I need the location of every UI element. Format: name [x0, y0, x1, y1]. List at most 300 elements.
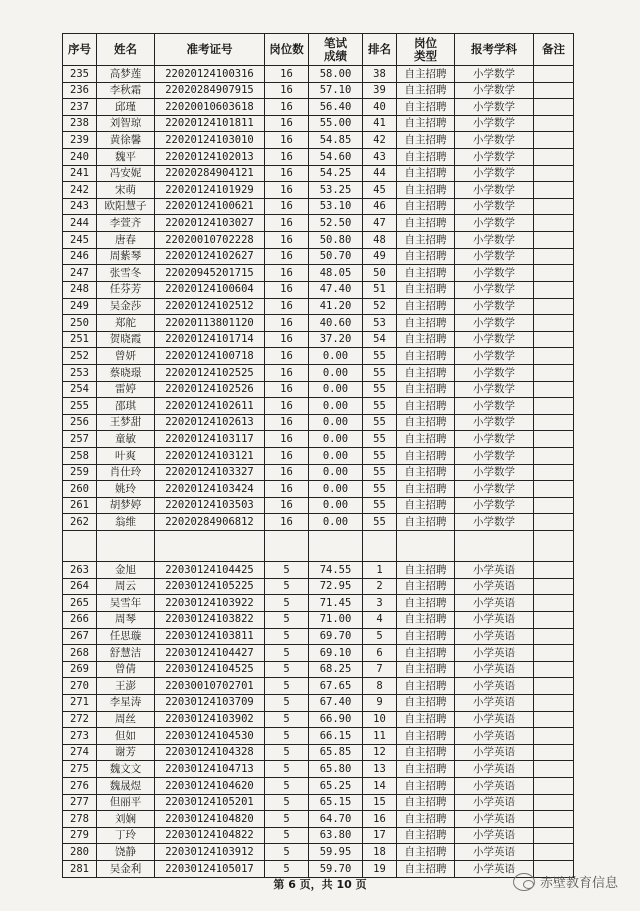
table-row [63, 744, 574, 761]
table-cell: 但如 [97, 728, 155, 745]
table-cell: 5 [265, 761, 309, 778]
table-cell: 16 [265, 364, 309, 381]
table-cell: 自主招聘 [397, 381, 455, 398]
table-row [63, 99, 574, 116]
table-cell: 小学英语 [455, 611, 534, 628]
table-cell: 265 [63, 595, 97, 612]
table-cell: 40 [363, 99, 397, 116]
table-cell: 245 [63, 232, 97, 249]
table-cell [534, 611, 574, 628]
table-cell: 22020124102627 [155, 248, 265, 265]
table-cell [534, 448, 574, 465]
table-cell: 0.00 [309, 398, 363, 415]
table-cell: 49 [363, 248, 397, 265]
table-cell: 22020124103117 [155, 431, 265, 448]
table-cell: 53 [363, 315, 397, 332]
table-cell: 李萱齐 [97, 215, 155, 232]
table-cell: 自主招聘 [397, 464, 455, 481]
page-number: 第 6 页，共 10 页 [273, 878, 367, 891]
table-cell: 44 [363, 165, 397, 182]
empty-cell [397, 531, 455, 562]
table-cell: 自主招聘 [397, 331, 455, 348]
table-cell: 5 [265, 678, 309, 695]
table-cell: 任芬芳 [97, 281, 155, 298]
table-cell: 22020124103010 [155, 132, 265, 149]
table-row [63, 794, 574, 811]
table-cell: 239 [63, 132, 97, 149]
table-cell: 自主招聘 [397, 66, 455, 83]
table-row [63, 595, 574, 612]
table-cell: 46 [363, 198, 397, 215]
table-cell: 54.25 [309, 165, 363, 182]
table-cell: 242 [63, 182, 97, 199]
table-cell: 小学数学 [455, 248, 534, 265]
table-cell: 22030124104425 [155, 562, 265, 579]
empty-cell [155, 531, 265, 562]
separator-row [63, 531, 574, 562]
table-cell: 252 [63, 348, 97, 365]
table-cell: 自主招聘 [397, 198, 455, 215]
table-cell: 0.00 [309, 364, 363, 381]
empty-cell [309, 531, 363, 562]
table-cell: 22020124103121 [155, 448, 265, 465]
table-cell: 55 [363, 448, 397, 465]
table-cell: 274 [63, 744, 97, 761]
table-cell: 22020284906812 [155, 514, 265, 531]
table-cell [534, 562, 574, 579]
table-cell: 自主招聘 [397, 595, 455, 612]
table-cell: 55 [363, 481, 397, 498]
table-cell: 22020010702228 [155, 232, 265, 249]
table-cell: 47.40 [309, 281, 363, 298]
table-cell: 16 [265, 182, 309, 199]
table-cell: 65.25 [309, 777, 363, 794]
table-row [63, 381, 574, 398]
table-cell [534, 331, 574, 348]
table-cell: 22030124104328 [155, 744, 265, 761]
table-cell: 22020124103424 [155, 481, 265, 498]
table-cell: 37.20 [309, 331, 363, 348]
table-cell: 周琴 [97, 611, 155, 628]
table-header-row [63, 34, 574, 66]
table-cell: 279 [63, 827, 97, 844]
table-row [63, 66, 574, 83]
table-cell: 小学数学 [455, 431, 534, 448]
table-cell: 15 [363, 794, 397, 811]
table-row [63, 348, 574, 365]
table-cell: 小学数学 [455, 481, 534, 498]
table-cell: 22020124100316 [155, 66, 265, 83]
table-cell: 宋萌 [97, 182, 155, 199]
table-row [63, 844, 574, 861]
table-cell: 冯安妮 [97, 165, 155, 182]
table-cell: 5 [265, 794, 309, 811]
table-cell: 小学数学 [455, 66, 534, 83]
table-cell: 17 [363, 827, 397, 844]
table-row [63, 645, 574, 662]
table-row [63, 414, 574, 431]
table-cell: 0.00 [309, 431, 363, 448]
table-row [63, 132, 574, 149]
table-cell: 肖仕玲 [97, 464, 155, 481]
table-cell: 272 [63, 711, 97, 728]
table-cell: 小学英语 [455, 645, 534, 662]
table-cell: 9 [363, 694, 397, 711]
table-cell: 自主招聘 [397, 861, 455, 878]
table-row [63, 165, 574, 182]
table-cell: 22030124104822 [155, 827, 265, 844]
table-cell: 16 [265, 82, 309, 99]
table-cell: 57.10 [309, 82, 363, 99]
table-cell: 小学数学 [455, 514, 534, 531]
table-cell: 16 [265, 497, 309, 514]
table-cell: 但丽平 [97, 794, 155, 811]
table-cell: 262 [63, 514, 97, 531]
table-cell: 5 [265, 827, 309, 844]
table-cell [534, 578, 574, 595]
table-cell: 5 [265, 595, 309, 612]
table-cell: 小学英语 [455, 761, 534, 778]
table-cell: 22020124103327 [155, 464, 265, 481]
table-row [63, 827, 574, 844]
table-cell: 55 [363, 398, 397, 415]
table-cell: 241 [63, 165, 97, 182]
table-row [63, 761, 574, 778]
table-cell [534, 165, 574, 182]
table-cell: 曾妍 [97, 348, 155, 365]
table-cell: 68.25 [309, 661, 363, 678]
table-cell: 40.60 [309, 315, 363, 332]
table-cell: 魏晟煜 [97, 777, 155, 794]
table-cell [534, 827, 574, 844]
table-cell: 55 [363, 348, 397, 365]
table-cell: 71.45 [309, 595, 363, 612]
table-cell: 小学数学 [455, 464, 534, 481]
table-cell: 22030124103709 [155, 694, 265, 711]
table-cell [534, 464, 574, 481]
table-cell: 丁玲 [97, 827, 155, 844]
table-cell: 5 [265, 728, 309, 745]
table-cell: 高梦莲 [97, 66, 155, 83]
table-cell: 小学英语 [455, 628, 534, 645]
table-cell: 257 [63, 431, 97, 448]
table-cell: 刘娴 [97, 811, 155, 828]
table-cell: 72.95 [309, 578, 363, 595]
table-cell: 22030124103822 [155, 611, 265, 628]
table-cell: 54.85 [309, 132, 363, 149]
table-cell: 41.20 [309, 298, 363, 315]
table-cell [534, 132, 574, 149]
table-cell: 0.00 [309, 448, 363, 465]
table-cell: 小学数学 [455, 232, 534, 249]
table-cell: 自主招聘 [397, 248, 455, 265]
table-cell: 271 [63, 694, 97, 711]
table-cell: 自主招聘 [397, 628, 455, 645]
table-cell: 5 [265, 611, 309, 628]
table-cell: 250 [63, 315, 97, 332]
table-cell: 259 [63, 464, 97, 481]
table-cell: 243 [63, 198, 97, 215]
table-cell: 38 [363, 66, 397, 83]
table-cell: 小学英语 [455, 811, 534, 828]
table-cell: 53.25 [309, 182, 363, 199]
table-cell: 小学英语 [455, 827, 534, 844]
table-cell: 自主招聘 [397, 149, 455, 166]
table-cell: 自主招聘 [397, 348, 455, 365]
table-cell: 自主招聘 [397, 678, 455, 695]
table-cell: 自主招聘 [397, 165, 455, 182]
table-cell: 自主招聘 [397, 414, 455, 431]
table-cell: 22020124102611 [155, 398, 265, 415]
table-cell: 264 [63, 578, 97, 595]
table-cell: 22030124105017 [155, 861, 265, 878]
table-cell: 小学数学 [455, 182, 534, 199]
table-cell [534, 348, 574, 365]
table-cell: 22020124102525 [155, 364, 265, 381]
table-cell: 小学数学 [455, 414, 534, 431]
table-row [63, 777, 574, 794]
table-cell: 16 [265, 431, 309, 448]
table-cell [534, 215, 574, 232]
table-row [63, 861, 574, 878]
table-cell: 55 [363, 514, 397, 531]
table-cell: 3 [363, 595, 397, 612]
table-cell: 张雪冬 [97, 265, 155, 282]
table-cell: 小学数学 [455, 132, 534, 149]
table-cell [534, 99, 574, 116]
table-cell: 5 [265, 661, 309, 678]
table-cell [534, 315, 574, 332]
table-cell: 22030124103811 [155, 628, 265, 645]
table-cell: 13 [363, 761, 397, 778]
table-cell: 22020124100604 [155, 281, 265, 298]
table-cell: 自主招聘 [397, 794, 455, 811]
table-cell [534, 414, 574, 431]
table-cell: 自主招聘 [397, 728, 455, 745]
table-cell: 5 [265, 562, 309, 579]
table-cell [534, 694, 574, 711]
table-cell: 小学数学 [455, 331, 534, 348]
table-cell: 吴雪年 [97, 595, 155, 612]
table-row [63, 281, 574, 298]
table-cell: 22020124102613 [155, 414, 265, 431]
table-row [63, 694, 574, 711]
table-cell: 67.65 [309, 678, 363, 695]
table-row [63, 232, 574, 249]
table-cell [534, 66, 574, 83]
table-cell: 自主招聘 [397, 827, 455, 844]
table-cell: 244 [63, 215, 97, 232]
table-cell: 275 [63, 761, 97, 778]
table-cell [534, 398, 574, 415]
table-cell [534, 514, 574, 531]
table-cell: 277 [63, 794, 97, 811]
table-cell: 71.00 [309, 611, 363, 628]
table-cell: 自主招聘 [397, 611, 455, 628]
table-cell [534, 232, 574, 249]
wechat-icon [513, 873, 535, 891]
empty-cell [97, 531, 155, 562]
table-cell: 0.00 [309, 497, 363, 514]
table-cell: 50.80 [309, 232, 363, 249]
table-cell: 小学英语 [455, 661, 534, 678]
table-cell: 李秋霜 [97, 82, 155, 99]
table-cell: 曾倩 [97, 661, 155, 678]
table-cell: 姚玲 [97, 481, 155, 498]
table-cell: 16 [265, 215, 309, 232]
table-cell: 18 [363, 844, 397, 861]
table-cell: 22030124104530 [155, 728, 265, 745]
table-cell: 小学数学 [455, 281, 534, 298]
column-header: 姓名 [97, 34, 155, 66]
table-cell: 55 [363, 431, 397, 448]
table-cell: 22030124104620 [155, 777, 265, 794]
table-cell: 5 [363, 628, 397, 645]
table-row [63, 497, 574, 514]
table-cell: 小学数学 [455, 165, 534, 182]
table-cell: 22030124104820 [155, 811, 265, 828]
table-cell: 58.00 [309, 66, 363, 83]
table-cell: 258 [63, 448, 97, 465]
table-cell: 16 [265, 315, 309, 332]
table-cell: 5 [265, 628, 309, 645]
table-cell: 22020124101929 [155, 182, 265, 199]
empty-cell [63, 531, 97, 562]
table-cell: 小学数学 [455, 348, 534, 365]
table-cell [534, 248, 574, 265]
table-row [63, 398, 574, 415]
table-cell: 16 [265, 298, 309, 315]
table-cell: 吴金利 [97, 861, 155, 878]
table-cell: 0.00 [309, 481, 363, 498]
score-table [62, 33, 574, 878]
table-cell: 22020124103503 [155, 497, 265, 514]
table-cell [534, 497, 574, 514]
table-cell: 43 [363, 149, 397, 166]
table-cell: 41 [363, 115, 397, 132]
table-cell [534, 777, 574, 794]
table-row [63, 678, 574, 695]
table-row [63, 628, 574, 645]
table-cell: 舒慧洁 [97, 645, 155, 662]
table-cell: 59.70 [309, 861, 363, 878]
table-cell: 贺晓霞 [97, 331, 155, 348]
table-cell: 16 [265, 464, 309, 481]
table-cell: 16 [265, 198, 309, 215]
table-cell: 5 [265, 811, 309, 828]
table-cell: 22020113801120 [155, 315, 265, 332]
table-cell: 260 [63, 481, 97, 498]
table-cell: 16 [265, 265, 309, 282]
table-cell: 小学英语 [455, 744, 534, 761]
column-header: 岗位数 [265, 34, 309, 66]
empty-cell [455, 531, 534, 562]
table-cell: 22020124101714 [155, 331, 265, 348]
table-cell: 金旭 [97, 562, 155, 579]
column-header: 序号 [63, 34, 97, 66]
table-cell: 53.10 [309, 198, 363, 215]
table-cell: 小学英语 [455, 578, 534, 595]
table-cell [534, 794, 574, 811]
table-cell: 翁维 [97, 514, 155, 531]
table-row [63, 464, 574, 481]
table-cell: 小学英语 [455, 678, 534, 695]
table-cell [534, 364, 574, 381]
table-cell: 7 [363, 661, 397, 678]
table-cell: 281 [63, 861, 97, 878]
table-cell: 270 [63, 678, 97, 695]
table-row [63, 298, 574, 315]
table-row [63, 364, 574, 381]
table-cell: 263 [63, 562, 97, 579]
table-cell: 自主招聘 [397, 182, 455, 199]
table-cell: 240 [63, 149, 97, 166]
table-cell: 4 [363, 611, 397, 628]
table-cell: 邵琪 [97, 398, 155, 415]
table-cell: 自主招聘 [397, 364, 455, 381]
table-cell: 55 [363, 364, 397, 381]
table-row [63, 711, 574, 728]
table-cell: 66.15 [309, 728, 363, 745]
table-cell: 童敏 [97, 431, 155, 448]
table-cell: 256 [63, 414, 97, 431]
table-cell: 16 [265, 348, 309, 365]
table-cell: 小学数学 [455, 198, 534, 215]
table-cell: 周丝 [97, 711, 155, 728]
table-cell: 22030124104525 [155, 661, 265, 678]
column-header: 备注 [534, 34, 574, 66]
table-cell: 0.00 [309, 414, 363, 431]
table-cell: 269 [63, 661, 97, 678]
table-cell: 自主招聘 [397, 265, 455, 282]
table-cell: 19 [363, 861, 397, 878]
table-cell: 45 [363, 182, 397, 199]
table-cell: 自主招聘 [397, 844, 455, 861]
table-cell [534, 381, 574, 398]
table-cell: 255 [63, 398, 97, 415]
table-cell [534, 678, 574, 695]
table-cell: 16 [265, 115, 309, 132]
table-cell: 16 [265, 99, 309, 116]
table-cell: 胡梦婷 [97, 497, 155, 514]
table-cell: 5 [265, 694, 309, 711]
table-cell: 47 [363, 215, 397, 232]
table-cell: 魏平 [97, 149, 155, 166]
table-cell [534, 744, 574, 761]
table-cell: 自主招聘 [397, 578, 455, 595]
table-row [63, 481, 574, 498]
table-cell: 小学数学 [455, 82, 534, 99]
table-cell [534, 628, 574, 645]
table-cell: 自主招聘 [397, 481, 455, 498]
table-cell: 0.00 [309, 381, 363, 398]
table-cell: 小学英语 [455, 562, 534, 579]
table-cell: 自主招聘 [397, 514, 455, 531]
table-cell: 55 [363, 464, 397, 481]
table-cell: 周云 [97, 578, 155, 595]
table-cell: 自主招聘 [397, 132, 455, 149]
table-cell: 王梦甜 [97, 414, 155, 431]
table-cell: 48.05 [309, 265, 363, 282]
table-cell: 自主招聘 [397, 315, 455, 332]
table-cell [534, 431, 574, 448]
table-cell: 小学英语 [455, 595, 534, 612]
table-cell: 2 [363, 578, 397, 595]
table-cell: 16 [265, 165, 309, 182]
table-cell [534, 265, 574, 282]
table-cell [534, 281, 574, 298]
table-row [63, 315, 574, 332]
